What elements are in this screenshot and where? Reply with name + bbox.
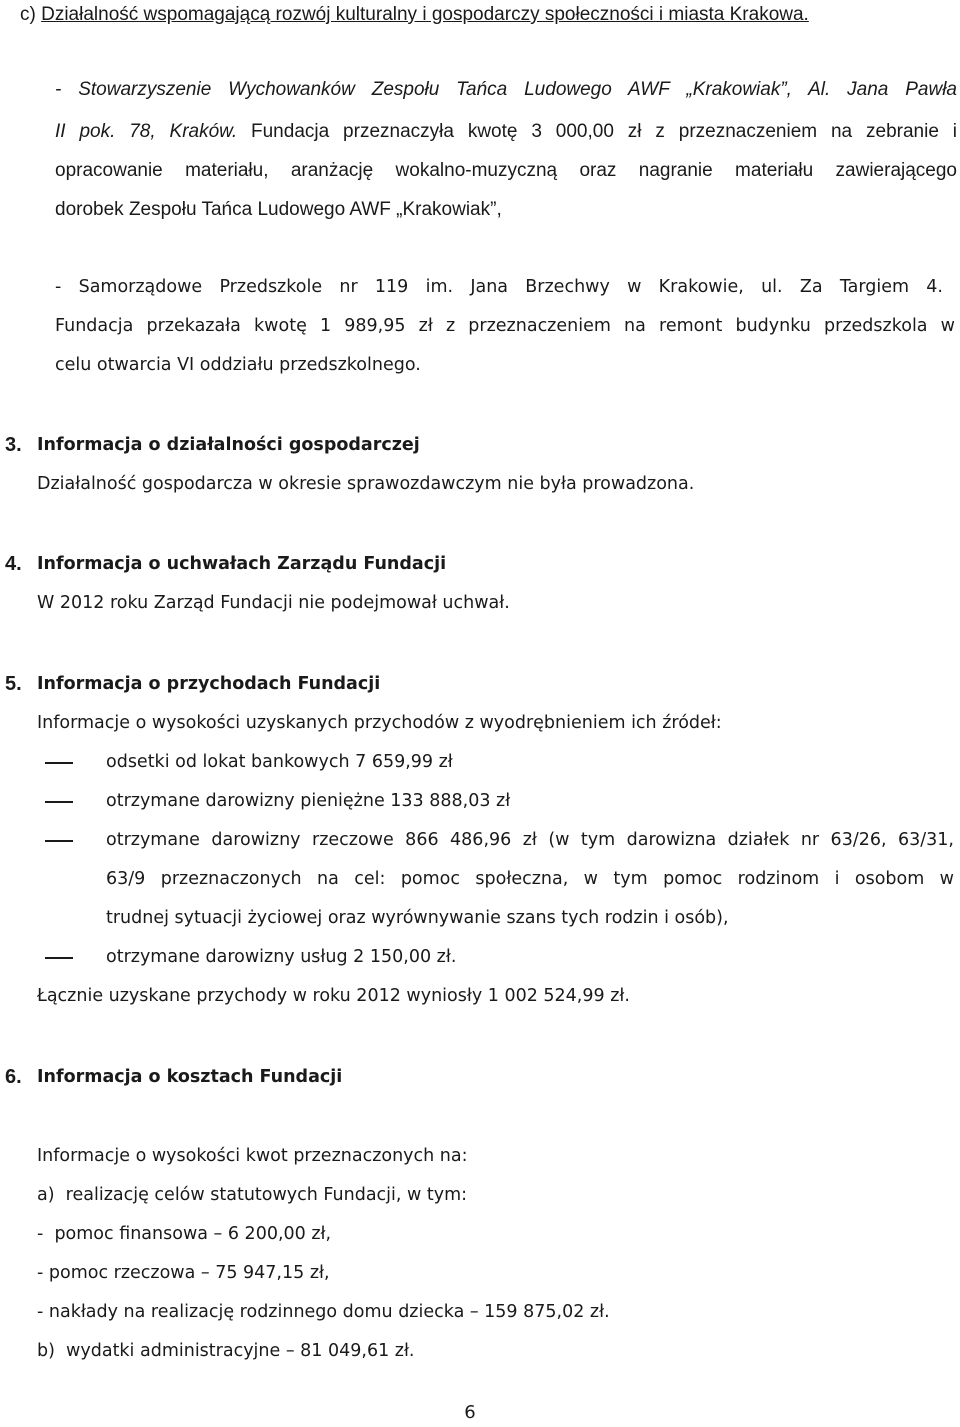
income-item-4: otrzymane darowizny usług 2 150,00 zł. (106, 947, 457, 967)
school-item-line3: celu otwarcia VI oddziału przedszkolnego. (55, 355, 421, 375)
section-c-prefix: c) (20, 4, 42, 25)
section-5-number: 5. (5, 673, 22, 695)
income-item-2: otrzymane darowizny pieniężne 133 888,03 zł (106, 791, 511, 811)
awf-item-line2 (55, 120, 957, 144)
income-item-3-cont1: 63/9 przeznaczonych na cel: pomoc społeczna, w tym pomoc rodzinom i osobom w (106, 869, 954, 889)
list-dash-marker (45, 762, 73, 764)
section-6-intro: Informacje o wysokości kwot przeznaczonych na: (37, 1146, 468, 1166)
page-number: 6 (464, 1402, 476, 1423)
list-dash-marker (45, 840, 73, 842)
awf-item-line1: - Stowarzyszenie Wychowanków Zespołu Tańca Ludowego AWF „Krakowiak”, Al. Jana Pawła (55, 79, 957, 100)
section-3-number: 3. (5, 434, 22, 456)
list-dash-marker (45, 957, 73, 959)
costs-item-b: b) wydatki administracyjne – 81 049,61 zł. (37, 1341, 415, 1361)
awf-item-address: II pok. 78, Kraków. (55, 121, 238, 142)
costs-subitem-1: - pomoc finansowa – 6 200,00 zł, (37, 1224, 332, 1244)
section-6-number: 6. (5, 1066, 22, 1088)
costs-subitem-3: - nakłady na realizację rodzinnego domu dziecka – 159 875,02 zł. (37, 1302, 610, 1322)
section-6-title: Informacja o kosztach Fundacji (37, 1067, 343, 1087)
awf-item-description: Fundacja przeznaczyła kwotę 3 000,00 zł z przeznaczeniem na zebranie i (237, 121, 957, 142)
section-4-title: Informacja o uchwałach Zarządu Fundacji (37, 554, 447, 574)
school-item-line2: Fundacja przekazała kwotę 1 989,95 zł z przeznaczeniem na remont budynku przedszkola w (55, 316, 955, 336)
section-4-body: W 2012 roku Zarząd Fundacji nie podejmował uchwał. (37, 593, 510, 613)
section-c-heading (20, 3, 809, 27)
section-5-intro: Informacje o wysokości uzyskanych przychodów z wyodrębnieniem ich źródeł: (37, 713, 722, 733)
costs-subitem-2: - pomoc rzeczowa – 75 947,15 zł, (37, 1263, 330, 1283)
awf-item-line4: dorobek Zespołu Tańca Ludowego AWF „Krakowiak”, (55, 199, 502, 220)
income-item-3-cont2: trudnej sytuacji życiowej oraz wyrównywanie szans tych rodzin i osób), (106, 908, 729, 928)
section-c-title: Działalność wspomagającą rozwój kulturalny i gospodarczy społeczności i miasta Krakowa. (41, 4, 809, 25)
section-3-body: Działalność gospodarcza w okresie sprawozdawczym nie była prowadzona. (37, 474, 695, 494)
income-item-1: odsetki od lokat bankowych 7 659,99 zł (106, 752, 453, 772)
income-item-3: otrzymane darowizny rzeczowe 866 486,96 zł (w tym darowizna działek nr 63/26, 63/31, (106, 830, 954, 850)
section-3-title: Informacja o działalności gospodarczej (37, 435, 420, 455)
costs-item-a: a) realizację celów statutowych Fundacji, w tym: (37, 1185, 468, 1205)
school-item-line1: - Samorządowe Przedszkole nr 119 im. Jana Brzechwy w Krakowie, ul. Za Targiem 4. (55, 277, 943, 297)
section-5-title: Informacja o przychodach Fundacji (37, 674, 381, 694)
section-4-number: 4. (5, 553, 22, 575)
awf-item-line3: opracowanie materiału, aranżację wokalno-muzyczną oraz nagranie materiału zawierającego (55, 160, 957, 181)
list-dash-marker (45, 801, 73, 803)
income-total: Łącznie uzyskane przychody w roku 2012 wyniosły 1 002 524,99 zł. (37, 986, 630, 1006)
